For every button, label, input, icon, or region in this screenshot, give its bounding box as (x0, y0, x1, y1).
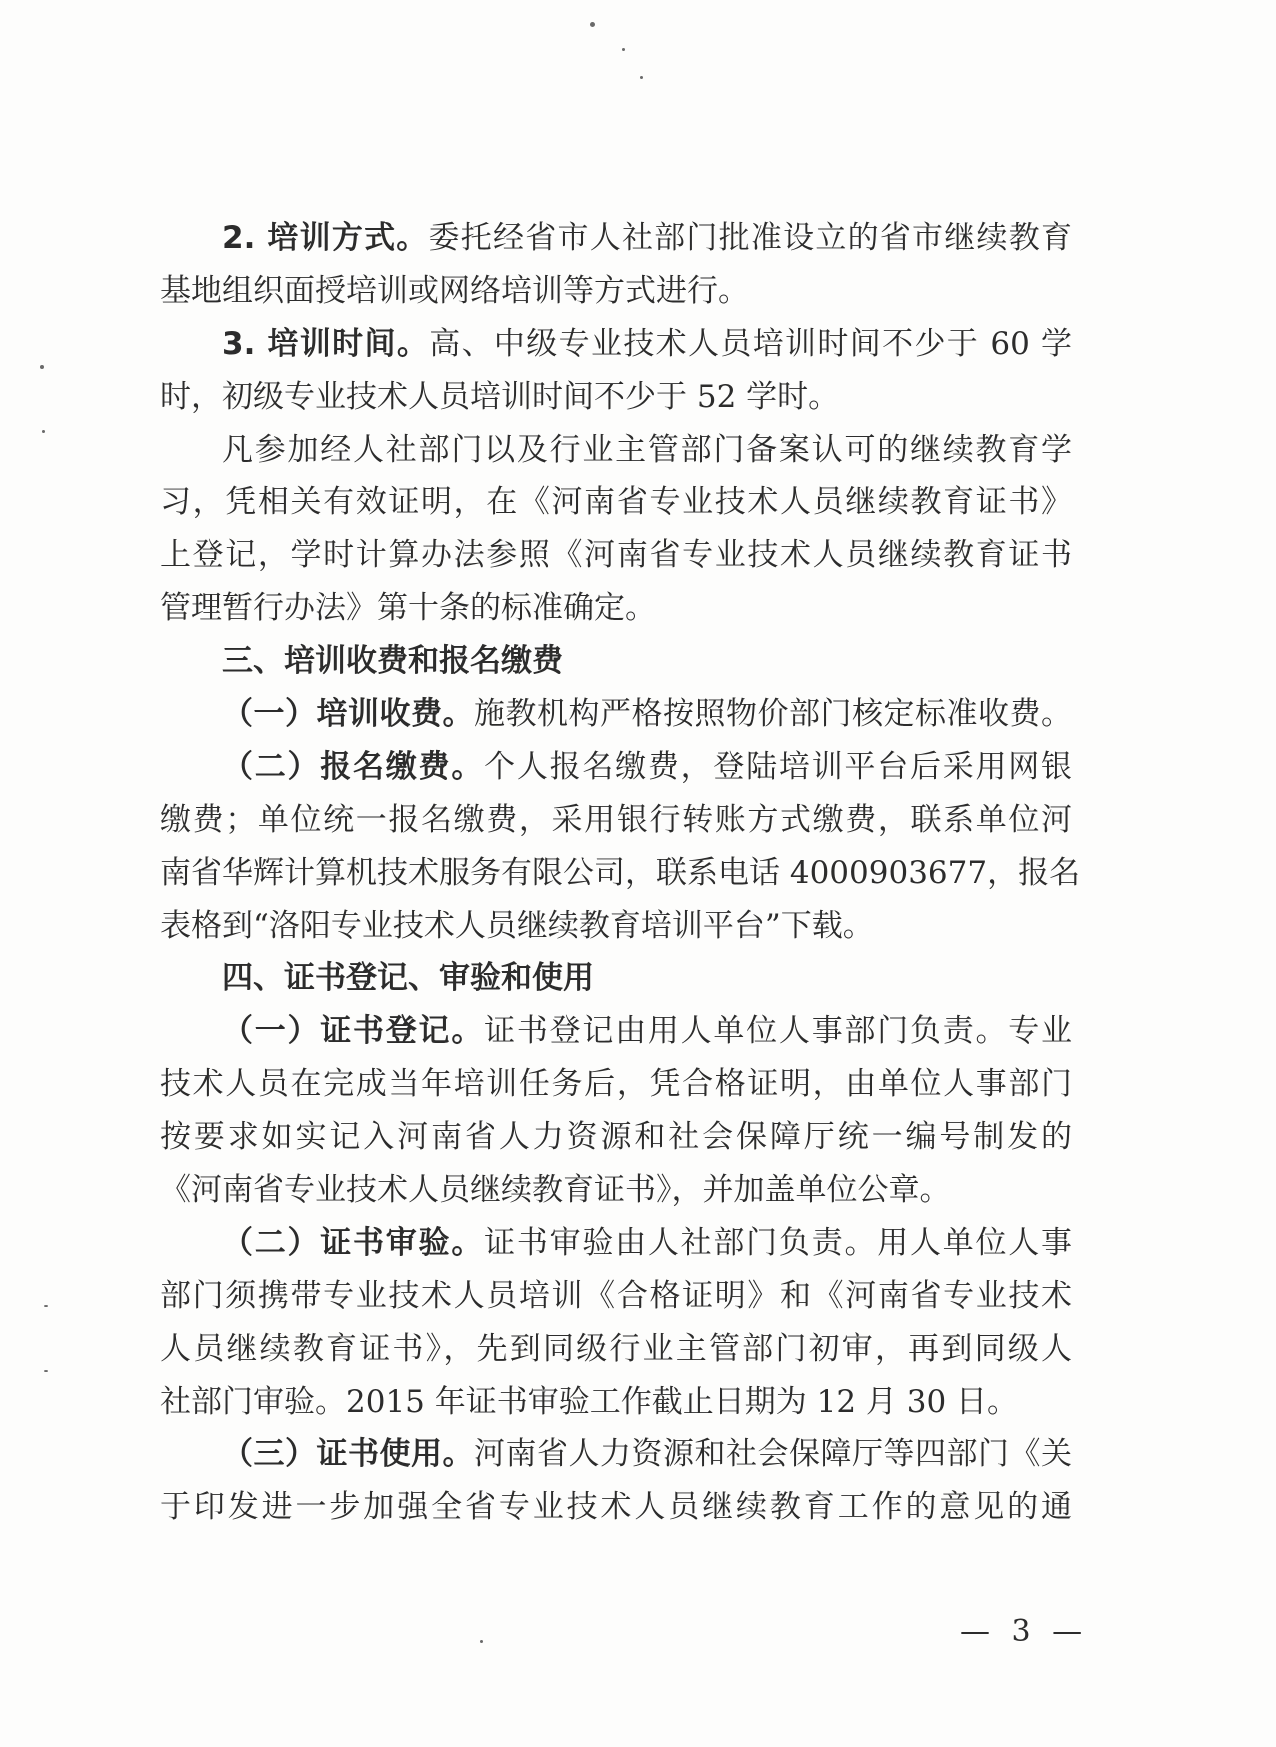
paragraph-line (160, 1217, 1072, 1270)
line-text: 基地组织面授培训或网络培训等方式进行。 (160, 272, 749, 309)
document-body (160, 212, 1081, 1534)
line-text: 时，初级专业技术人员培训时间不少于 52 学时。 (160, 378, 840, 415)
line-text: 《河南省专业技术人员继续教育证书》，并加盖单位公章。 (160, 1172, 951, 1209)
paragraph-line (160, 1111, 1072, 1164)
bold-lead: （二）报名缴费。 (222, 748, 485, 785)
line-text: 部门须携带专业技术人员培训《合格证明》和《河南省专业技术 (160, 1277, 1072, 1314)
bold-lead: （三）证书使用。 (222, 1436, 474, 1473)
line-text: 委托经省市人社部门批准设立的省市继续教育 (428, 220, 1072, 256)
bold-lead: 2. 培训方式。 (222, 220, 429, 256)
line-text: 管理暂行办法》第十条的标准确定。 (160, 590, 656, 627)
paragraph-line (160, 476, 1072, 529)
scan-speck (40, 365, 44, 369)
line-text: 河南省人力资源和社会保障厅等四部门《关 (474, 1436, 1072, 1473)
line-text: 于印发进一步加强全省专业技术人员继续教育工作的意见的通 (160, 1489, 1072, 1526)
line-text: 缴费；单位统一报名缴费，采用银行转账方式缴费，联系单位河 (160, 801, 1072, 838)
line-text: 上登记，学时计算办法参照《河南省专业技术人员继续教育证书 (160, 537, 1072, 574)
paragraph-line (160, 318, 1072, 371)
line-text: 证书登记由用人单位人事部门负责。专业 (484, 1013, 1073, 1050)
line-text: 人员继续教育证书》，先到同级行业主管部门初审，再到同级人 (160, 1330, 1072, 1367)
line-text: 习，凭相关有效证明，在《河南省专业技术人员继续教育证书》 (160, 484, 1072, 521)
paragraph-line (160, 1323, 1072, 1376)
paragraph-line (160, 847, 1081, 900)
paragraph-line (160, 1376, 1072, 1429)
line-text: 技术人员在完成当年培训任务后，凭合格证明，由单位人事部门 (160, 1066, 1072, 1103)
scan-speck (640, 76, 643, 79)
paragraph-line (160, 582, 1072, 635)
scan-speck (42, 430, 45, 433)
scan-speck (590, 22, 595, 27)
paragraph-line (160, 688, 1072, 741)
line-text: 施教机构严格按照物价部门核定标准收费。 (474, 696, 1072, 733)
paragraph-line (160, 371, 1072, 424)
paragraph-line (160, 1164, 1072, 1217)
paragraph-line (160, 265, 1072, 318)
scan-speck (622, 48, 625, 51)
line-text: 表格到“洛阳专业技术人员继续教育培训平台”下载。 (160, 907, 874, 944)
bold-lead: （一）培训收费。 (222, 696, 474, 733)
paragraph-line (160, 1058, 1072, 1111)
scan-speck (44, 1305, 48, 1307)
paragraph-line (160, 424, 1072, 477)
line-text: 个人报名缴费，登陆培训平台后采用网银 (484, 748, 1073, 785)
section-heading (160, 952, 1072, 1005)
paragraph-line (160, 1481, 1072, 1534)
paragraph-line (160, 529, 1072, 582)
bold-lead: （二）证书审验。 (222, 1224, 485, 1261)
paragraph-line (160, 1005, 1072, 1058)
paragraph-line (160, 1428, 1072, 1481)
paragraph-line (160, 741, 1072, 794)
line-text: 证书审验由人社部门负责。用人单位人事 (484, 1224, 1073, 1261)
section-heading (160, 635, 1072, 688)
scan-speck (480, 1640, 483, 1643)
line-text: 高、中级专业技术人员培训时间不少于 60 学 (429, 325, 1073, 362)
line-text: 按要求如实记入河南省人力资源和社会保障厅统一编号制发的 (160, 1119, 1072, 1156)
scan-speck (44, 1370, 48, 1372)
heading-text: 三、培训收费和报名缴费 (222, 643, 563, 680)
heading-text: 四、证书登记、审验和使用 (222, 960, 594, 997)
line-text: 南省华辉计算机技术服务有限公司，联系电话 4000903677，报名 (160, 854, 1081, 891)
bold-lead: 3. 培训时间。 (222, 325, 430, 362)
line-text: 社部门审验。2015 年证书审验工作截止日期为 12 月 30 日。 (160, 1383, 1019, 1420)
paragraph-line (160, 1270, 1072, 1323)
paragraph-line (160, 900, 1072, 953)
line-text: 凡参加经人社部门以及行业主管部门备案认可的继续教育学 (222, 431, 1072, 468)
paragraph-line (160, 212, 1072, 265)
bold-lead: （一）证书登记。 (222, 1013, 485, 1050)
page-number: — 3 — (960, 1614, 1089, 1649)
paragraph-line (160, 794, 1072, 847)
